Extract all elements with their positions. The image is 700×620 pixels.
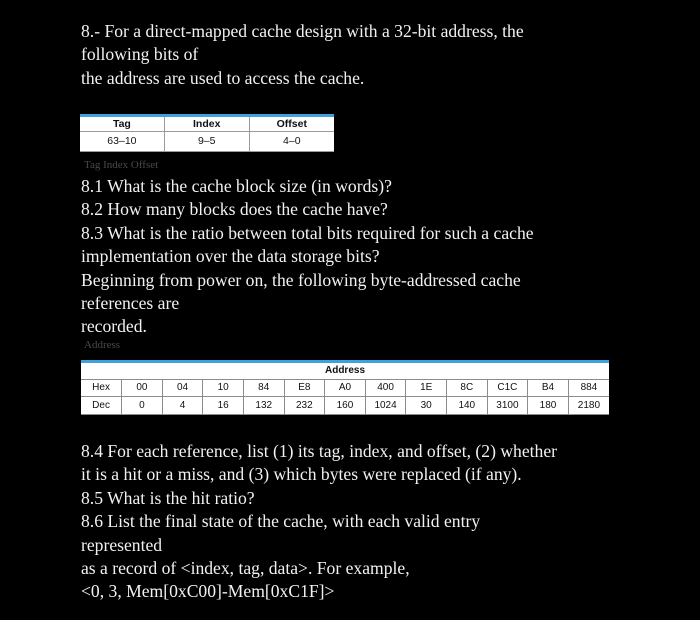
intro-line: the address are used to access the cache. bbox=[81, 67, 365, 88]
question-line: Beginning from power on, the following byte-addressed cache bbox=[81, 269, 521, 290]
dec-cell: 30 bbox=[406, 397, 447, 415]
questions-paragraph bbox=[81, 175, 534, 339]
intro-line: following bits of bbox=[81, 44, 199, 65]
dec-cell: 160 bbox=[325, 397, 366, 415]
hex-cell: 00 bbox=[122, 379, 163, 397]
question-line: implementation over the data storage bits? bbox=[81, 246, 380, 267]
question-line: recorded. bbox=[81, 316, 147, 337]
hex-cell: 884 bbox=[568, 379, 609, 397]
hex-cell: E8 bbox=[284, 379, 325, 397]
hex-cell: 400 bbox=[365, 379, 406, 397]
question-line: 8.6 List the final state of the cache, with each valid entry bbox=[81, 511, 481, 532]
bits-value-offset: 4–0 bbox=[249, 131, 334, 151]
question-line: it is a hit or a miss, and (3) which bytes were replaced (if any). bbox=[81, 464, 522, 485]
intro-paragraph bbox=[81, 20, 524, 90]
question-line: 8.1 What is the cache block size (in words)? bbox=[81, 176, 392, 196]
question-line: <0, 3, Mem[0xC00]-Mem[0xC1F]> bbox=[81, 581, 335, 602]
hex-cell: 8C bbox=[446, 379, 487, 397]
question-line: 8.3 What is the ratio between total bits required for such a cache bbox=[81, 222, 534, 243]
question-line: represented bbox=[81, 534, 163, 555]
faded-caption-address: Address bbox=[84, 339, 121, 351]
bits-header-tag: Tag bbox=[80, 116, 164, 132]
hex-cell: 10 bbox=[203, 379, 244, 397]
address-bits-table bbox=[80, 114, 334, 152]
hex-cell: 04 bbox=[162, 379, 203, 397]
address-row-hex bbox=[81, 379, 609, 397]
bits-value-tag: 63–10 bbox=[80, 131, 164, 151]
faded-caption-bits: Tag Index Offset bbox=[84, 159, 159, 171]
address-table-caption: Address bbox=[81, 362, 609, 380]
dec-cell: 232 bbox=[284, 397, 325, 415]
row-label-dec: Dec bbox=[81, 397, 122, 415]
dec-cell: 132 bbox=[243, 397, 284, 415]
bits-value-index: 9–5 bbox=[164, 131, 249, 151]
hex-cell: A0 bbox=[325, 379, 366, 397]
dec-cell: 1024 bbox=[365, 397, 406, 415]
bits-header-index: Index bbox=[164, 116, 249, 132]
address-row-dec bbox=[81, 397, 609, 415]
question-line: as a record of <index, tag, data>. For example, bbox=[81, 558, 410, 579]
hex-cell: 84 bbox=[243, 379, 284, 397]
intro-line: 8.- For a direct-mapped cache design with a 32-bit address, the bbox=[81, 21, 524, 41]
dec-cell: 0 bbox=[122, 397, 163, 415]
question-line: 8.5 What is the hit ratio? bbox=[81, 487, 255, 508]
question-line: references are bbox=[81, 293, 180, 314]
dec-cell: 16 bbox=[203, 397, 244, 415]
hex-cell: C1C bbox=[487, 379, 528, 397]
address-caption-row bbox=[81, 362, 609, 380]
row-label-hex: Hex bbox=[81, 379, 122, 397]
dec-cell: 4 bbox=[162, 397, 203, 415]
dec-cell: 180 bbox=[528, 397, 569, 415]
address-reference-table bbox=[81, 360, 609, 415]
bits-header-row bbox=[80, 116, 334, 132]
bits-header-offset: Offset bbox=[249, 116, 334, 132]
dec-cell: 140 bbox=[446, 397, 487, 415]
hex-cell: 1E bbox=[406, 379, 447, 397]
tail-paragraph bbox=[81, 440, 557, 604]
question-line: 8.4 For each reference, list (1) its tag, index, and offset, (2) whether bbox=[81, 441, 558, 461]
question-line: 8.2 How many blocks does the cache have? bbox=[81, 199, 388, 220]
hex-cell: B4 bbox=[528, 379, 569, 397]
bits-value-row bbox=[80, 131, 334, 151]
dec-cell: 2180 bbox=[568, 397, 609, 415]
dec-cell: 3100 bbox=[487, 397, 528, 415]
